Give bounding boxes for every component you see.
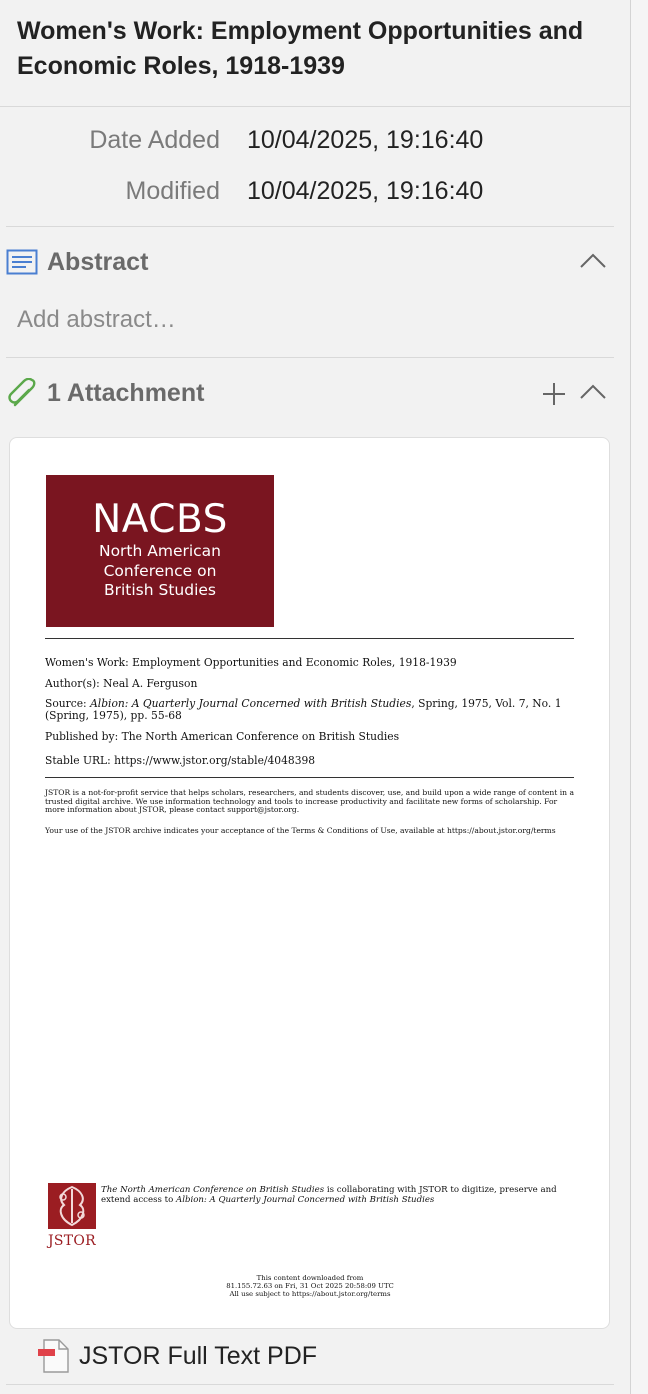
logo-subtitle — [46, 542, 274, 601]
doc-download-line: 81.155.72.63 on Fri, 31 Oct 2025 20:58:09 UTC — [226, 1282, 394, 1290]
doc-source-label: Source: — [45, 697, 87, 710]
info-row-date-added — [0, 126, 630, 166]
date-added-label: Date Added — [89, 126, 220, 154]
chevron-up-icon[interactable] — [580, 384, 606, 405]
logo-subtitle-line: British Studies — [103, 581, 217, 599]
attachment-row[interactable] — [37, 1337, 597, 1377]
logo-subtitle-line: Conference on — [103, 561, 217, 580]
doc-collab-journal: Albion: A Quarterly Journal Concerned with British Studies — [176, 1195, 435, 1205]
doc-divider — [45, 777, 574, 778]
doc-authors-value: Neal A. Ferguson — [103, 677, 198, 690]
modified-label: Modified — [125, 177, 220, 205]
doc-download-line: This content downloaded from — [256, 1274, 364, 1282]
logo-subtitle-line: North American — [98, 542, 222, 560]
attachment-divider — [6, 1384, 614, 1385]
doc-publisher — [45, 731, 574, 743]
add-attachment-button[interactable] — [542, 382, 566, 411]
doc-publisher-value: The North American Conference on British Studies — [121, 730, 400, 743]
doc-stable-url — [45, 755, 574, 767]
scrollbar-track[interactable] — [631, 0, 648, 1394]
attachment-preview[interactable] — [9, 437, 610, 1329]
doc-collab-org: The North American Conference on British Studies — [101, 1185, 325, 1195]
item-title[interactable]: Women's Work: Employment Opportunities and Economic Roles, 1918-1939 — [17, 17, 584, 80]
logo-title: NACBS — [92, 497, 228, 542]
date-added-value: 10/04/2025, 19:16:40 — [247, 126, 484, 154]
abstract-section-title: Abstract — [47, 248, 149, 276]
doc-divider — [45, 638, 574, 639]
attachments-section-header[interactable] — [6, 374, 614, 414]
doc-terms-blurb: Your use of the JSTOR archive indicates your acceptance of the Terms & Conditions of Use, available at https://about.jstor.org/terms — [45, 826, 556, 835]
doc-stable-value: https://www.jstor.org/stable/4048398 — [114, 754, 316, 767]
doc-source — [45, 698, 574, 722]
doc-download-note — [195, 1274, 425, 1298]
doc-stable-label: Stable URL: — [45, 754, 111, 767]
paperclip-icon — [6, 378, 38, 413]
abstract-divider — [6, 357, 614, 358]
doc-jstor-blurb: JSTOR is a not-for-profit service that helps scholars, researchers, and students discover, use, and build upon a wide range of content in a trusted digital archive. We use information technology and tools to increase productivity and facilitate new forms of scholarship. For more information about JSTOR, please contact support@jstor.org. — [45, 788, 575, 815]
info-divider — [6, 226, 614, 227]
pdf-file-icon — [37, 1339, 71, 1378]
doc-authors-label: Author(s): — [45, 677, 100, 690]
title-divider — [0, 106, 630, 107]
abstract-input[interactable]: Add abstract… — [17, 306, 176, 333]
jstor-emblem — [48, 1183, 96, 1229]
doc-download-line: All use subject to https://about.jstor.org/terms — [229, 1290, 391, 1298]
chevron-up-icon[interactable] — [580, 253, 606, 274]
modified-value: 10/04/2025, 19:16:40 — [247, 177, 484, 205]
nacbs-logo — [46, 475, 274, 627]
abstract-section-header[interactable] — [6, 243, 614, 283]
doc-source-journal: Albion: A Quarterly Journal Concerned with British Studies — [90, 697, 412, 710]
abstract-icon — [6, 249, 38, 280]
attachments-section-title: 1 Attachment — [47, 379, 205, 407]
doc-authors — [45, 678, 574, 690]
info-row-modified — [0, 177, 630, 217]
doc-published-label: Published by: — [45, 730, 119, 743]
doc-collab-note — [101, 1185, 571, 1205]
attachment-title: JSTOR Full Text PDF — [79, 1342, 318, 1370]
jstor-logo-text: JSTOR — [47, 1233, 97, 1249]
doc-article-title: Women's Work: Employment Opportunities and Economic Roles, 1918-1939 — [45, 656, 457, 669]
doc-collab-mid: is collaborating with JSTOR to digitize, preserve and extend access to — [101, 1185, 557, 1205]
doc-source-detail: , Spring, 1975, Vol. 7, No. 1 (Spring, 1975), pp. 55-68 — [45, 697, 562, 722]
